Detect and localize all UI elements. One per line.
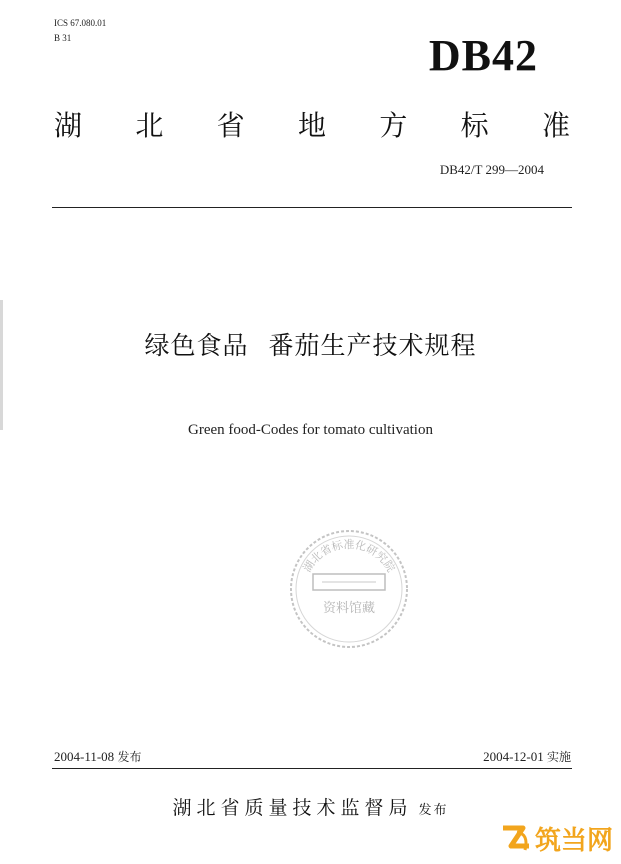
watermark-text: 筑当网 (534, 826, 613, 856)
issue-date (54, 748, 141, 765)
standard-type-char: 方 (379, 109, 408, 142)
issue-date-value: 2004-11-08 (54, 749, 115, 764)
ics-code: ICS 67.080.01 (54, 18, 107, 28)
english-title: Green food-Codes for tomato cultivation (188, 422, 433, 438)
scan-edge-shadow (0, 300, 3, 430)
issuer-action: 发布 (418, 803, 449, 818)
implementation-date-label: 实施 (546, 750, 571, 764)
issue-date-label: 发布 (117, 750, 142, 764)
standard-type-char: 地 (297, 109, 326, 142)
issuer-name: 湖北省质量技术监督局 (172, 797, 413, 819)
standard-type-char: 标 (460, 109, 489, 142)
archive-seal-stamp (288, 528, 410, 650)
ccs-code: B 31 (54, 33, 72, 43)
standard-type-char: 北 (135, 109, 164, 142)
db-code-mark: DB42 (428, 31, 538, 80)
seal-ring-text: 湖北省标准化研究院 (300, 538, 398, 575)
watermark-logo-icon (499, 822, 533, 856)
header-divider (52, 207, 572, 208)
standard-type-char: 省 (216, 109, 245, 142)
standard-type-heading (54, 104, 570, 144)
issuing-authority (0, 793, 621, 820)
standard-type-char: 湖 (54, 109, 83, 142)
chinese-title-part2: 番茄生产技术规程 (268, 331, 477, 360)
footer-divider (52, 768, 572, 769)
chinese-title (0, 326, 621, 362)
implementation-date (483, 748, 571, 765)
chinese-title-part1: 绿色食品 (144, 331, 249, 360)
seal-center-text: 资料馆藏 (322, 601, 376, 616)
site-watermark (499, 820, 613, 857)
standard-number: DB42/T 299—2004 (439, 162, 544, 177)
implementation-date-value: 2004-12-01 (483, 749, 544, 764)
standard-type-char: 准 (541, 109, 570, 142)
